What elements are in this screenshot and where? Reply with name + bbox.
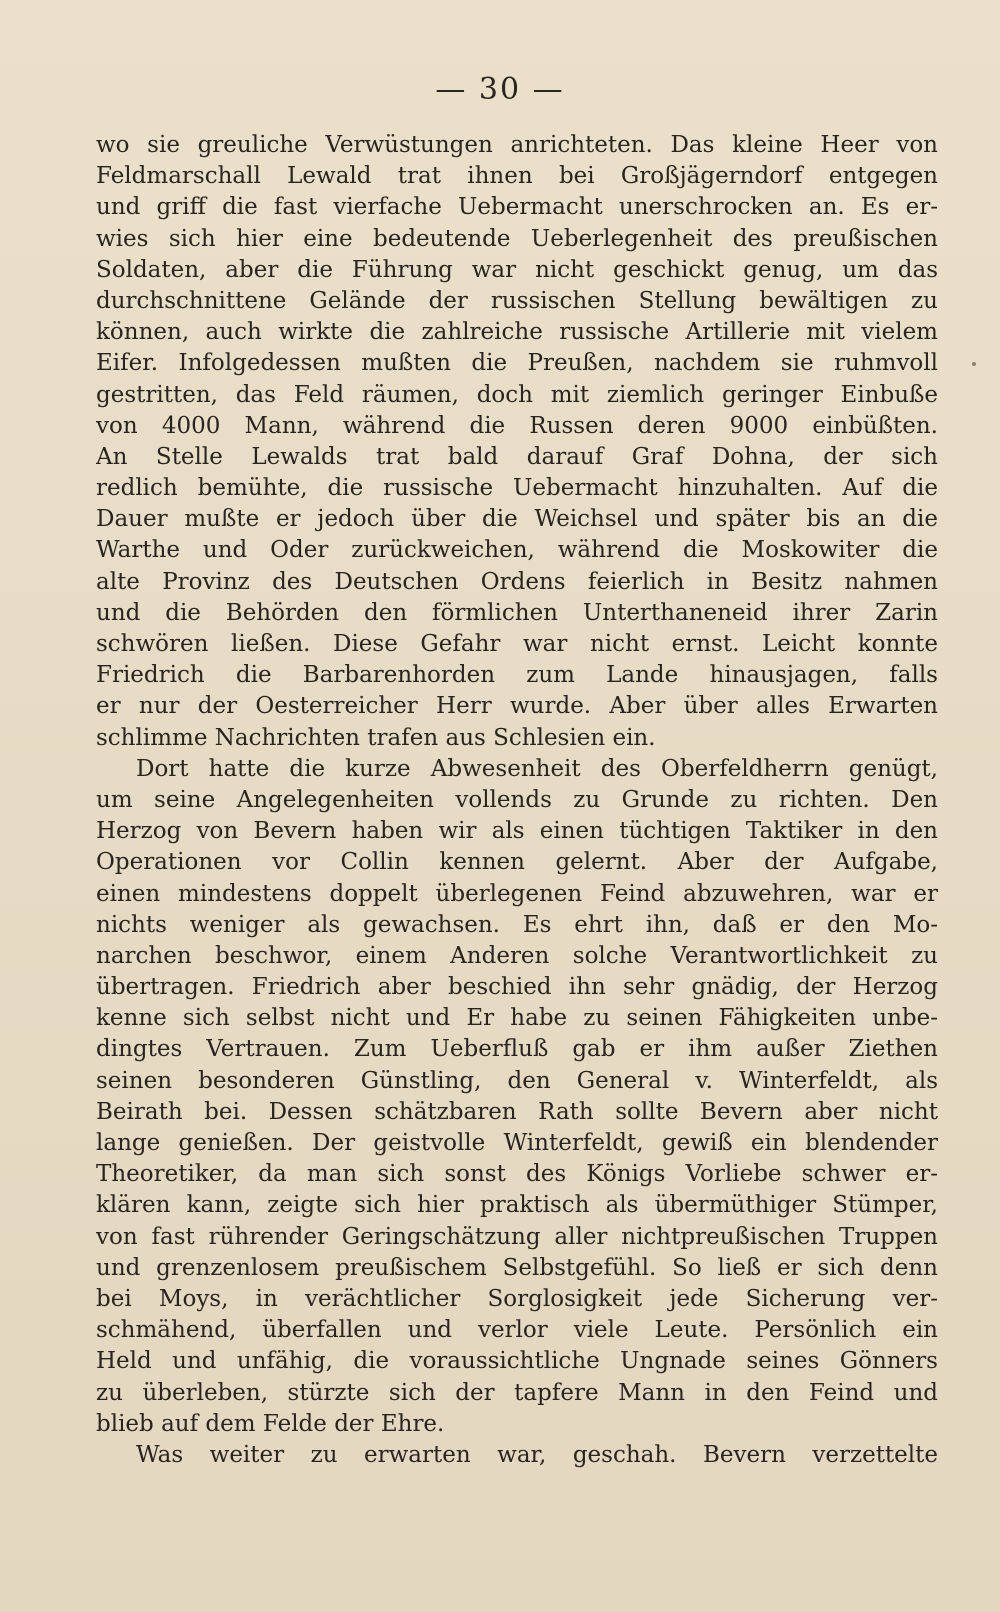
text-line: redlich bemühte, die russische Uebermacht hinzuhalten. Auf die	[96, 475, 938, 502]
text-line: An Stelle Lewalds trat bald darauf Graf Dohna, der sich	[96, 443, 938, 470]
text-line: können, auch wirkte die zahlreiche russische Artillerie mit vielem	[96, 319, 938, 346]
body-text	[96, 130, 938, 1471]
text-line: nichts weniger als gewachsen. Es ehrt ihn, daß er den Mo-	[96, 911, 938, 938]
text-line: gestritten, das Feld räumen, doch mit ziemlich geringer Einbuße	[96, 381, 938, 408]
text-line: Beirath bei. Dessen schätzbaren Rath sollte Bevern aber nicht	[96, 1098, 938, 1125]
text-line: Warthe und Oder zurückweichen, während die Moskowiter die	[96, 537, 938, 564]
text-line: wo sie greuliche Verwüstungen anrichteten. Das kleine Heer von	[96, 132, 938, 158]
text-line: klären kann, zeigte sich hier praktisch als übermüthiger Stümper,	[96, 1192, 938, 1219]
text-line-paragraph-start: Dort hatte die kurze Abwesenheit des Oberfeldherrn genügt,	[136, 755, 938, 782]
paper-speck	[972, 362, 976, 366]
text-line: seinen besonderen Günstling, den General v. Winterfeldt, als	[96, 1067, 938, 1094]
text-line: wies sich hier eine bedeutende Ueberlegenheit des preußischen	[96, 225, 938, 252]
text-line-paragraph-end: schlimme Nachrichten trafen aus Schlesien ein.	[96, 724, 656, 751]
text-line: und griff die fast vierfache Uebermacht unerschrocken an. Es er-	[96, 194, 938, 221]
text-line: dingtes Vertrauen. Zum Ueberfluß gab er ihm außer Ziethen	[96, 1036, 938, 1063]
text-line: Operationen vor Collin kennen gelernt. Aber der Aufgabe,	[96, 849, 938, 876]
text-line: und die Behörden den förmlichen Unterthaneneid ihrer Zarin	[96, 599, 938, 626]
text-line: kenne sich selbst nicht und Er habe zu seinen Fähigkeiten unbe-	[96, 1005, 938, 1032]
text-line: Soldaten, aber die Führung war nicht geschickt genug, um das	[96, 256, 938, 283]
text-line: Feldmarschall Lewald trat ihnen bei Großjägerndorf entgegen	[96, 163, 938, 190]
text-line: zu überleben, stürzte sich der tapfere Mann in den Feind und	[96, 1379, 938, 1406]
text-line: und grenzenlosem preußischem Selbstgefühl. So ließ er sich denn	[96, 1254, 938, 1281]
text-line: lange genießen. Der geistvolle Winterfeldt, gewiß ein blendender	[96, 1130, 938, 1156]
text-line: übertragen. Friedrich aber beschied ihn sehr gnädig, der Herzog	[96, 974, 938, 1001]
text-line: Held und unfähig, die voraussichtliche Ungnade seines Gönners	[96, 1348, 938, 1375]
text-line: er nur der Oesterreicher Herr wurde. Aber über alles Erwarten	[96, 693, 938, 720]
text-line: von 4000 Mann, während die Russen deren 9000 einbüßten.	[96, 412, 938, 439]
text-line: narchen beschwor, einem Anderen solche Verantwortlichkeit zu	[96, 942, 938, 969]
text-line: Herzog von Bevern haben wir als einen tüchtigen Taktiker in den	[96, 818, 938, 845]
text-line: einen mindestens doppelt überlegenen Feind abzuwehren, war er	[96, 880, 938, 907]
text-line: Theoretiker, da man sich sonst des Königs Vorliebe schwer er-	[96, 1161, 938, 1188]
text-line: schmähend, überfallen und verlor viele Leute. Persönlich ein	[96, 1317, 938, 1344]
text-line: alte Provinz des Deutschen Ordens feierlich in Besitz nahmen	[96, 568, 938, 595]
text-line: Friedrich die Barbarenhorden zum Lande hinausjagen, falls	[96, 662, 938, 689]
text-line-paragraph-end: blieb auf dem Felde der Ehre.	[96, 1410, 445, 1437]
text-line: Eifer. Infolgedessen mußten die Preußen, nachdem sie ruhmvoll	[96, 350, 938, 377]
text-line: Dauer mußte er jedoch über die Weichsel und später bis an die	[96, 506, 938, 533]
text-line: schwören ließen. Diese Gefahr war nicht ernst. Leicht konnte	[96, 631, 938, 657]
text-line: durchschnittene Gelände der russischen Stellung bewältigen zu	[96, 287, 938, 314]
text-line: bei Moys, in verächtlicher Sorglosigkeit jede Sicherung ver-	[96, 1285, 938, 1312]
text-line-paragraph-start: Was weiter zu erwarten war, geschah. Bevern verzettelte	[136, 1441, 938, 1468]
text-line: von fast rührender Geringschätzung aller nichtpreußischen Truppen	[96, 1223, 938, 1250]
page-number: — 30 —	[435, 72, 565, 107]
text-line: um seine Angelegenheiten vollends zu Grunde zu richten. Den	[96, 786, 938, 813]
